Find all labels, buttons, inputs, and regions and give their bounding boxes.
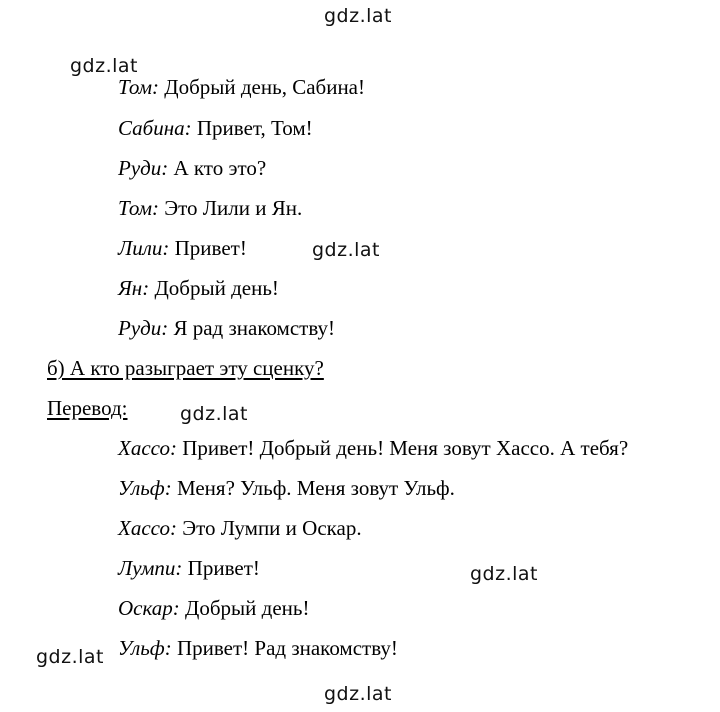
watermark-upper-left: gdz.lat: [70, 55, 139, 77]
watermark-right: gdz.lat: [470, 563, 539, 585]
speaker-name: Ульф:: [118, 636, 172, 660]
line-text: Я рад знакомству!: [168, 316, 336, 340]
watermark-middle: gdz.lat: [312, 239, 381, 261]
watermark-center-left: gdz.lat: [180, 403, 249, 425]
dialogue-line: [118, 518, 362, 539]
speaker-name: Том:: [118, 196, 160, 220]
line-text: Привет, Том!: [191, 116, 313, 140]
speaker-name: Лили:: [118, 236, 170, 260]
line-text: Привет!: [182, 556, 260, 580]
speaker-name: Хассо:: [118, 436, 177, 460]
speaker-name: Руди:: [118, 316, 169, 340]
speaker-name: Том:: [118, 75, 160, 99]
dialogue-line: [118, 438, 628, 459]
translation-label: Перевод:: [47, 396, 128, 420]
line-text: Это Лумпи и Оскар.: [176, 516, 362, 540]
dialogue-line: [118, 598, 309, 619]
line-text: Это Лили и Ян.: [159, 196, 303, 220]
dialogue-line: [118, 638, 398, 659]
speaker-name: Руди:: [118, 156, 169, 180]
dialogue-line: [118, 77, 365, 98]
speaker-name: Сабина:: [118, 116, 192, 140]
task-heading: б) А кто разыграет эту сценку?: [47, 356, 324, 380]
watermark-lower-left: gdz.lat: [36, 646, 105, 668]
speaker-name: Ян:: [118, 276, 150, 300]
line-text: Привет!: [169, 236, 247, 260]
dialogue-line: [118, 198, 302, 219]
speaker-name: Хассо:: [118, 516, 177, 540]
dialogue-line: [118, 478, 455, 499]
dialogue-line: [118, 318, 335, 339]
speaker-name: Ульф:: [118, 476, 172, 500]
line-text: Привет! Добрый день! Меня зовут Хассо. А тебя?: [176, 436, 629, 460]
line-text: Меня? Ульф. Меня зовут Ульф.: [171, 476, 455, 500]
line-text: Привет! Рад знакомству!: [171, 636, 398, 660]
watermark-bottom: gdz.lat: [324, 683, 393, 705]
line-text: Добрый день!: [149, 276, 279, 300]
dialogue-line: [118, 238, 247, 259]
dialogue-line: [118, 278, 279, 299]
watermark-top: gdz.lat: [324, 5, 393, 27]
dialogue-line: [118, 118, 313, 139]
line-text: Добрый день, Сабина!: [159, 75, 365, 99]
line-text: А кто это?: [168, 156, 267, 180]
line-text: Добрый день!: [179, 596, 310, 620]
speaker-name: Лумпи:: [118, 556, 183, 580]
speaker-name: Оскар:: [118, 596, 180, 620]
dialogue-line: [118, 558, 260, 579]
dialogue-line: [118, 158, 266, 179]
